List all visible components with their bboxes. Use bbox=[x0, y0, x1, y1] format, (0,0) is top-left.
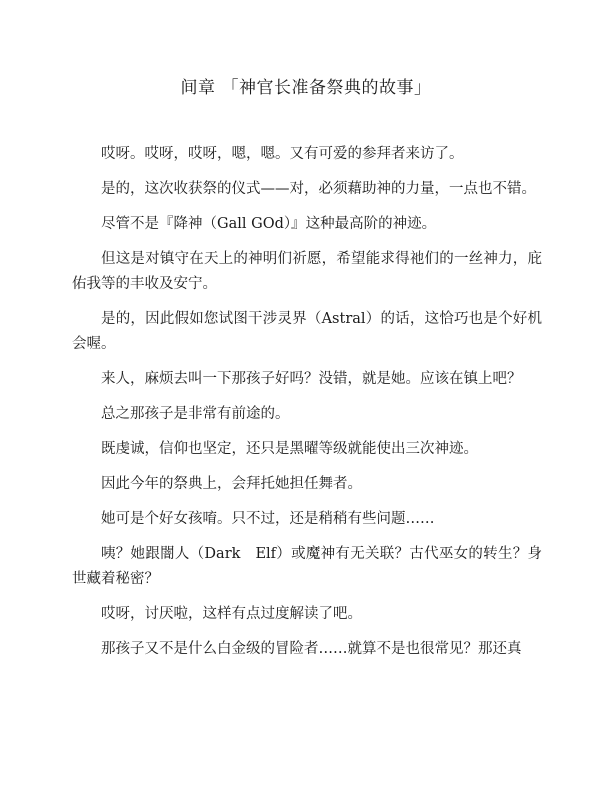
paragraph: 是的，因此假如您试图干涉灵界（Astral）的话，这恰巧也是个好机会喔。 bbox=[72, 311, 542, 352]
paragraph: 尽管不是『降神（Gall GOd）』这种最高阶的神迹。 bbox=[101, 216, 437, 232]
paragraph: 咦？她跟闇人（Dark Elf）或魔神有无关联？古代巫女的转生？身世藏着秘密？ bbox=[72, 546, 542, 587]
paragraph: 来人，麻烦去叫一下那孩子好吗？没错，就是她。应该在镇上吧？ bbox=[101, 371, 522, 387]
paragraph: 总之那孩子是非常有前途的。 bbox=[101, 406, 290, 422]
paragraph: 她可是个好女孩唷。只不过，还是稍稍有些问题…… bbox=[101, 511, 435, 527]
paragraph: 但这是对镇守在天上的神明们祈愿，希望能求得祂们的一丝神力，庇佑我等的丰收及安宁。 bbox=[72, 251, 542, 292]
paragraph: 是的，这次收获祭的仪式——对，必须藉助神的力量，一点也不错。 bbox=[101, 181, 536, 197]
paragraph: 因此今年的祭典上，会拜托她担任舞者。 bbox=[101, 476, 362, 492]
paragraph: 哎呀。哎呀，哎呀，嗯，嗯。又有可爱的参拜者来访了。 bbox=[101, 146, 464, 162]
paragraph: 哎呀，讨厌啦，这样有点过度解读了吧。 bbox=[101, 606, 362, 622]
chapter-body bbox=[72, 142, 542, 672]
paragraph: 那孩子又不是什么白金级的冒险者……就算不是也很常见？那还真 bbox=[101, 641, 522, 657]
chapter-title: 间章 「神官长准备祭典的故事」 bbox=[180, 78, 432, 98]
paragraph: 既虔诚，信仰也坚定，还只是黑曜等级就能使出三次神迹。 bbox=[101, 441, 478, 457]
